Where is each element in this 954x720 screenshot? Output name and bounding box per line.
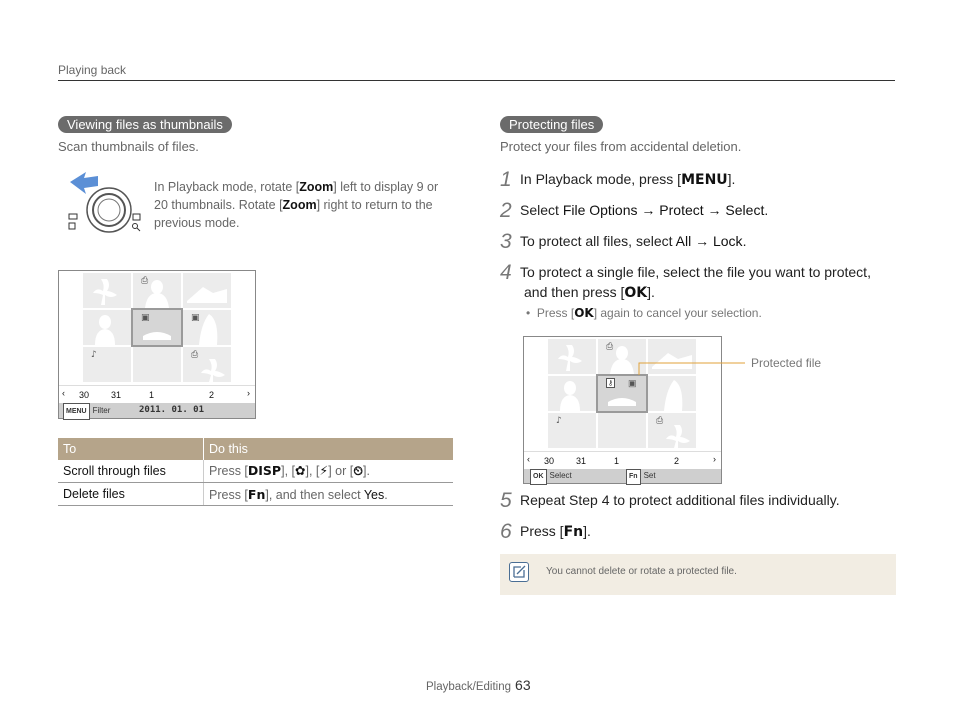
timeline-date: 1 — [614, 456, 620, 466]
set-hint — [626, 469, 656, 485]
print-icon: ⎙ — [141, 276, 149, 286]
thumbnail — [83, 273, 131, 308]
chevron-right-icon: › — [713, 454, 716, 464]
chevron-left-icon: ‹ — [527, 454, 530, 464]
section-header: Playing back — [58, 63, 127, 77]
timeline-date: 2 — [674, 456, 680, 466]
ok-key-badge: OK — [530, 469, 547, 485]
note-box — [500, 554, 896, 595]
thumbnail-screen-left — [58, 270, 256, 419]
table-cell-action: Scroll through files — [58, 460, 204, 483]
timeline-bar — [524, 451, 721, 468]
print-icon: ⎙ — [606, 342, 614, 352]
column-header-to: To — [58, 438, 204, 460]
thumbnail — [83, 347, 131, 382]
zoom-dial-icon — [64, 168, 148, 236]
page-footer — [426, 677, 531, 693]
thumbnail — [183, 310, 231, 345]
timeline-date: 30 — [79, 390, 90, 400]
timeline-date: 30 — [544, 456, 555, 466]
thumbnail — [548, 339, 596, 374]
date-readout: 2011. 01. 01 — [139, 405, 205, 415]
note-text: You cannot delete or rotate a protected file. — [546, 566, 737, 577]
footer-section: Playback/Editing — [426, 681, 512, 693]
table-row — [58, 483, 453, 506]
page-number: 63 — [515, 677, 531, 693]
thumbnail-status-bar — [524, 469, 721, 483]
zoom-instruction-text: In Playback mode, rotate [Zoom] left to display 9 or 20 thumbnails. Rotate [Zoom] right to return to the previous mode. — [154, 180, 439, 230]
step-3: 3 To protect all files, select All → Lock. — [500, 230, 747, 253]
lock-icon: ⚷ — [608, 380, 614, 387]
thumbnail — [548, 413, 596, 448]
table-cell-instruction: Press [Fn], and then select Yes. — [204, 483, 454, 506]
table-row — [58, 460, 453, 483]
step-1: 1 In Playback mode, press [MENU]. — [500, 168, 736, 191]
print-icon: ⎙ — [191, 350, 199, 360]
chevron-left-icon: ‹ — [62, 388, 65, 398]
video-icon: ▣ — [191, 313, 200, 323]
voice-memo-icon: ♪ — [91, 350, 97, 360]
thumbnail — [183, 347, 231, 382]
callout-leader — [635, 362, 746, 376]
step-4: 4 To protect a single file, select the file you want to protect, — [500, 261, 871, 284]
callout-line — [635, 362, 746, 376]
voice-memo-icon: ♪ — [556, 416, 562, 426]
section-pill: Protecting files — [500, 116, 603, 133]
step-4-continued: and then press [OK]. — [524, 284, 655, 301]
thumbnail — [133, 347, 181, 382]
step-5: 5 Repeat Step 4 to protect additional files individually. — [500, 489, 840, 512]
menu-key-badge: MENU — [63, 403, 90, 420]
print-icon: ⎙ — [656, 416, 664, 426]
video-icon: ▣ — [628, 378, 637, 388]
timeline-date: 31 — [111, 390, 122, 400]
section-pill: Viewing files as thumbnails — [58, 116, 232, 133]
section-subtitle: Scan thumbnails of files. — [58, 139, 199, 154]
thumbnail — [598, 413, 646, 448]
timeline-bar — [59, 385, 255, 402]
thumbnail — [648, 413, 696, 448]
header-divider — [58, 80, 895, 81]
timeline-date: 31 — [576, 456, 587, 466]
set-label: Set — [643, 471, 656, 480]
zoom-dial-illustration — [64, 168, 148, 236]
controls-table — [58, 438, 453, 506]
table-cell-action: Delete files — [58, 483, 204, 506]
section-title-thumbnails — [58, 116, 232, 134]
thumbnail — [648, 376, 696, 411]
step-2: 2 Select File Options → Protect → Select. — [500, 199, 769, 222]
thumbnail-selected — [133, 310, 181, 345]
chevron-right-icon: › — [247, 388, 250, 398]
thumbnail — [548, 376, 596, 411]
step-6: 6 Press [Fn]. — [500, 520, 591, 543]
thumbnail — [183, 273, 231, 308]
thumbnail — [133, 273, 181, 308]
select-label: Select — [549, 471, 572, 480]
section-subtitle: Protect your files from accidental deletion. — [500, 139, 742, 154]
timeline-date: 1 — [149, 390, 155, 400]
column-header-do-this: Do this — [204, 438, 454, 460]
thumbnail-selected-protected — [598, 376, 646, 411]
step-4-bullet: • Press [OK] again to cancel your selection. — [526, 306, 762, 320]
section-title-protecting — [500, 116, 603, 134]
table-cell-instruction: Press [DISP], [✿], [⚡] or [⏲]. — [204, 460, 454, 483]
filter-label: Filter — [92, 406, 111, 415]
timeline-date: 2 — [209, 390, 215, 400]
fn-key-badge: Fn — [626, 469, 641, 485]
video-icon: ▣ — [141, 313, 150, 323]
thumbnail — [83, 310, 131, 345]
note-icon — [509, 562, 529, 582]
thumbnail-screen-right — [523, 336, 722, 484]
protected-file-callout: Protected file — [751, 356, 822, 370]
thumbnail-status-bar — [59, 403, 255, 418]
